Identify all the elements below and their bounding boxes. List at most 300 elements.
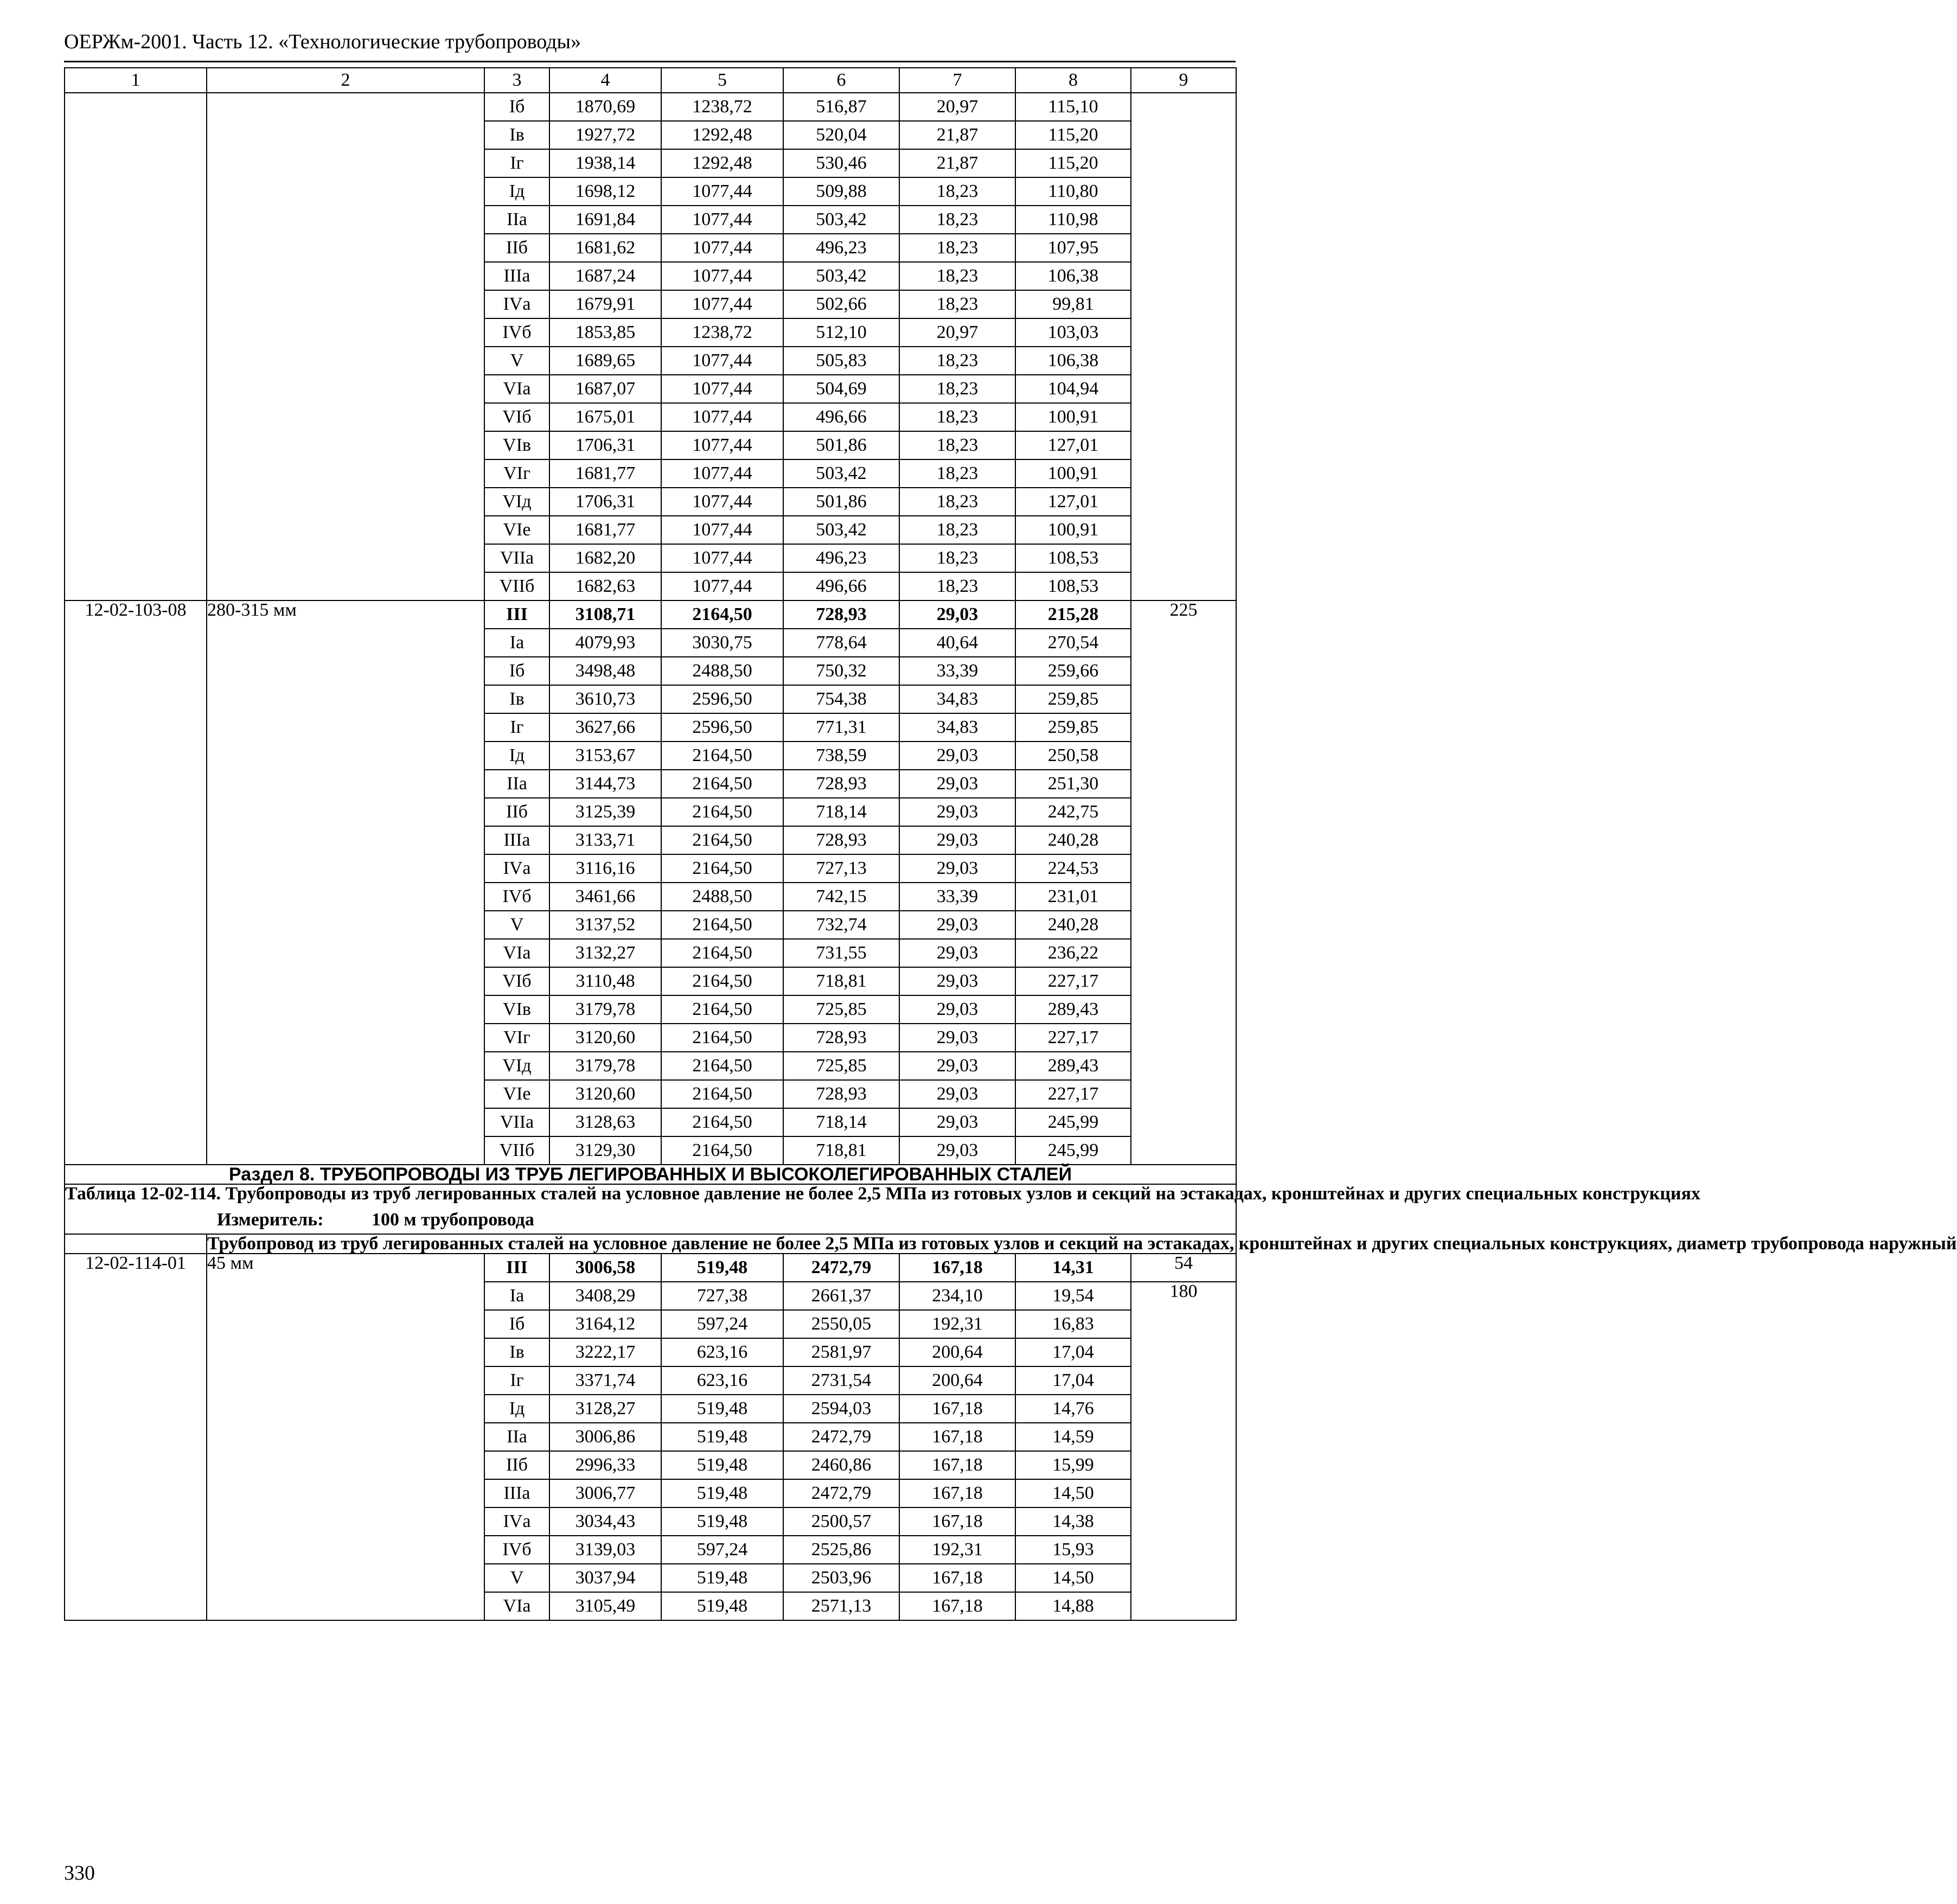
price-value: 29,03 xyxy=(899,967,1015,995)
price-value: 1077,44 xyxy=(661,544,783,572)
price-value: 192,31 xyxy=(899,1310,1015,1338)
section-title: Раздел 8. ТРУБОПРОВОДЫ ИЗ ТРУБ ЛЕГИРОВАННЫХ И ВЫСОКОЛЕГИРОВАННЫХ СТАЛЕЙ xyxy=(65,1165,1236,1184)
price-value: 14,50 xyxy=(1015,1479,1131,1507)
price-value: 1077,44 xyxy=(661,488,783,516)
price-value: 1077,44 xyxy=(661,206,783,234)
measure-line xyxy=(65,1203,1236,1234)
price-value: 17,04 xyxy=(1015,1338,1131,1366)
zone-code: IIа xyxy=(484,206,549,234)
price-value: 115,20 xyxy=(1015,121,1131,149)
price-value: 29,03 xyxy=(899,770,1015,798)
price-value: 29,03 xyxy=(899,939,1015,967)
price-value: 29,03 xyxy=(899,1136,1015,1165)
price-table xyxy=(64,67,1957,1621)
price-value: 1687,07 xyxy=(549,375,661,403)
price-value: 18,23 xyxy=(899,177,1015,206)
price-value: 14,76 xyxy=(1015,1395,1131,1423)
price-value: 2164,50 xyxy=(661,1108,783,1136)
price-value: 1706,31 xyxy=(549,488,661,516)
price-value: 519,48 xyxy=(661,1592,783,1620)
price-value: 16,83 xyxy=(1015,1310,1131,1338)
price-value: 738,59 xyxy=(783,742,899,770)
price-value: 3030,75 xyxy=(661,629,783,657)
price-value: 1292,48 xyxy=(661,149,783,177)
price-value: 1238,72 xyxy=(661,93,783,121)
price-value: 718,14 xyxy=(783,798,899,826)
zone-code: IIа xyxy=(484,1423,549,1451)
price-value: 519,48 xyxy=(661,1423,783,1451)
zone-code: VIе xyxy=(484,1080,549,1108)
price-value: 2472,79 xyxy=(783,1479,899,1507)
zone-code: Iб xyxy=(484,1310,549,1338)
table-row xyxy=(65,1254,1236,1282)
price-value: 2488,50 xyxy=(661,657,783,685)
price-value: 3120,60 xyxy=(549,1080,661,1108)
price-value: 3006,86 xyxy=(549,1423,661,1451)
price-value: 597,24 xyxy=(661,1310,783,1338)
zone-code: IVб xyxy=(484,318,549,347)
price-value: 2164,50 xyxy=(661,742,783,770)
price-value: 18,23 xyxy=(899,290,1015,318)
price-value: 1938,14 xyxy=(549,149,661,177)
price-value: 750,32 xyxy=(783,657,899,685)
price-value: 18,23 xyxy=(899,488,1015,516)
price-value: 14,88 xyxy=(1015,1592,1131,1620)
price-value: 1077,44 xyxy=(661,262,783,290)
price-value: 242,75 xyxy=(1015,798,1131,826)
zone-code: IVа xyxy=(484,854,549,883)
price-value: 167,18 xyxy=(899,1564,1015,1592)
zone-code: III xyxy=(484,600,549,629)
price-value: 18,23 xyxy=(899,375,1015,403)
table-title-cell xyxy=(65,1184,1700,1234)
price-value: 3164,12 xyxy=(549,1310,661,1338)
zone-code: IIб xyxy=(484,1451,549,1479)
zone-code: IVб xyxy=(484,883,549,911)
zone-code: Iв xyxy=(484,1338,549,1366)
price-value: 2164,50 xyxy=(661,995,783,1024)
price-value: 200,64 xyxy=(899,1366,1015,1395)
price-value: 1682,20 xyxy=(549,544,661,572)
price-value: 2571,13 xyxy=(783,1592,899,1620)
price-value: 1853,85 xyxy=(549,318,661,347)
price-value: 1077,44 xyxy=(661,431,783,459)
price-value: 289,43 xyxy=(1015,995,1131,1024)
price-value: 727,38 xyxy=(661,1282,783,1310)
price-value: 2164,50 xyxy=(661,798,783,826)
price-value: 2460,86 xyxy=(783,1451,899,1479)
zone-code: Iб xyxy=(484,657,549,685)
price-value: 503,42 xyxy=(783,262,899,290)
price-value: 18,23 xyxy=(899,544,1015,572)
price-value: 18,23 xyxy=(899,403,1015,431)
price-value: 1679,91 xyxy=(549,290,661,318)
zone-code: VIа xyxy=(484,1592,549,1620)
price-value: 107,95 xyxy=(1015,234,1131,262)
price-value: 516,87 xyxy=(783,93,899,121)
price-value: 3222,17 xyxy=(549,1338,661,1366)
price-value: 1681,77 xyxy=(549,516,661,544)
price-value: 167,18 xyxy=(899,1479,1015,1507)
price-value: 110,98 xyxy=(1015,206,1131,234)
price-value: 2164,50 xyxy=(661,967,783,995)
price-value: 2164,50 xyxy=(661,1080,783,1108)
zone-code: Iа xyxy=(484,629,549,657)
price-value: 3137,52 xyxy=(549,911,661,939)
zone-code: IIIа xyxy=(484,262,549,290)
price-value: 519,48 xyxy=(661,1254,783,1282)
price-value: 20,97 xyxy=(899,93,1015,121)
price-value: 29,03 xyxy=(899,854,1015,883)
zone-code: Iд xyxy=(484,1395,549,1423)
price-value: 1077,44 xyxy=(661,234,783,262)
price-value: 106,38 xyxy=(1015,262,1131,290)
price-value: 3108,71 xyxy=(549,600,661,629)
price-value: 727,13 xyxy=(783,854,899,883)
price-value: 100,91 xyxy=(1015,516,1131,544)
zone-code: V xyxy=(484,347,549,375)
group-description-row xyxy=(65,1234,1236,1254)
price-value: 29,03 xyxy=(899,742,1015,770)
price-value: 519,48 xyxy=(661,1507,783,1536)
price-value: 530,46 xyxy=(783,149,899,177)
price-value: 19,54 xyxy=(1015,1282,1131,1310)
price-value: 3408,29 xyxy=(549,1282,661,1310)
price-value: 167,18 xyxy=(899,1507,1015,1536)
price-value: 496,66 xyxy=(783,572,899,600)
zone-code: VIIб xyxy=(484,1136,549,1165)
price-value: 192,31 xyxy=(899,1536,1015,1564)
price-value: 270,54 xyxy=(1015,629,1131,657)
price-value: 519,48 xyxy=(661,1451,783,1479)
price-value: 236,22 xyxy=(1015,939,1131,967)
price-value: 29,03 xyxy=(899,826,1015,854)
measure-label: Измеритель: xyxy=(217,1210,324,1230)
column-9-value: 54 xyxy=(1131,1254,1236,1282)
price-value: 33,39 xyxy=(899,657,1015,685)
price-value: 2731,54 xyxy=(783,1366,899,1395)
price-value: 34,83 xyxy=(899,713,1015,742)
item-code: 12-02-103-08 xyxy=(65,600,207,1165)
price-value: 3179,78 xyxy=(549,1052,661,1080)
price-value: 778,64 xyxy=(783,629,899,657)
item-name: 280-315 мм xyxy=(207,600,484,1165)
price-value: 3116,16 xyxy=(549,854,661,883)
price-value: 502,66 xyxy=(783,290,899,318)
price-value: 231,01 xyxy=(1015,883,1131,911)
price-value: 1077,44 xyxy=(661,516,783,544)
price-value: 3128,27 xyxy=(549,1395,661,1423)
price-value: 2164,50 xyxy=(661,854,783,883)
price-value: 2164,50 xyxy=(661,1136,783,1165)
price-value: 240,28 xyxy=(1015,826,1131,854)
price-value: 259,85 xyxy=(1015,685,1131,713)
price-value: 519,48 xyxy=(661,1395,783,1423)
group-description: Трубопровод из труб легированных сталей на условное давление не более 2,5 МПа из готовых узлов и секций на эстакадах, кронштейнах и других специальных конструкциях, диаметр трубопровода наружный xyxy=(207,1234,1957,1254)
price-value: 3132,27 xyxy=(549,939,661,967)
zone-code: VIд xyxy=(484,488,549,516)
zone-code: V xyxy=(484,911,549,939)
price-value: 2661,37 xyxy=(783,1282,899,1310)
item-code: 12-02-114-01 xyxy=(65,1254,207,1620)
price-value: 3153,67 xyxy=(549,742,661,770)
table-body xyxy=(65,68,1957,1620)
price-value: 21,87 xyxy=(899,121,1015,149)
price-value: 29,03 xyxy=(899,798,1015,826)
price-value: 100,91 xyxy=(1015,459,1131,488)
price-value: 245,99 xyxy=(1015,1136,1131,1165)
zone-code: VIв xyxy=(484,431,549,459)
header-rule xyxy=(64,61,1236,62)
price-value: 3105,49 xyxy=(549,1592,661,1620)
column-number: 2 xyxy=(207,68,484,93)
price-value: 29,03 xyxy=(899,1052,1015,1080)
running-head: ОЕРЖм-2001. Часть 12. «Технологические трубопроводы» xyxy=(64,30,581,53)
price-value: 2472,79 xyxy=(783,1423,899,1451)
price-value: 1077,44 xyxy=(661,177,783,206)
price-value: 3627,66 xyxy=(549,713,661,742)
price-value: 2164,50 xyxy=(661,1052,783,1080)
price-value: 2488,50 xyxy=(661,883,783,911)
price-value: 14,50 xyxy=(1015,1564,1131,1592)
price-value: 3129,30 xyxy=(549,1136,661,1165)
price-value: 127,01 xyxy=(1015,488,1131,516)
price-value: 1706,31 xyxy=(549,431,661,459)
price-value: 520,04 xyxy=(783,121,899,149)
price-value: 623,16 xyxy=(661,1338,783,1366)
measure-value: 100 м трубопровода xyxy=(372,1210,534,1230)
price-value: 108,53 xyxy=(1015,544,1131,572)
price-value: 1681,77 xyxy=(549,459,661,488)
zone-code: VIIб xyxy=(484,572,549,600)
column-number: 5 xyxy=(661,68,783,93)
price-value: 597,24 xyxy=(661,1536,783,1564)
price-value: 1681,62 xyxy=(549,234,661,262)
zone-code: Iб xyxy=(484,93,549,121)
price-value: 2525,86 xyxy=(783,1536,899,1564)
price-value: 503,42 xyxy=(783,459,899,488)
price-value: 227,17 xyxy=(1015,1080,1131,1108)
zone-code: VIа xyxy=(484,375,549,403)
zone-code: Iд xyxy=(484,177,549,206)
price-value: 728,93 xyxy=(783,770,899,798)
price-value: 728,93 xyxy=(783,1080,899,1108)
price-value: 2472,79 xyxy=(783,1254,899,1282)
price-value: 1077,44 xyxy=(661,572,783,600)
price-value: 127,01 xyxy=(1015,431,1131,459)
price-value: 2164,50 xyxy=(661,600,783,629)
zone-code: IVа xyxy=(484,290,549,318)
price-value: 18,23 xyxy=(899,347,1015,375)
price-value: 519,48 xyxy=(661,1479,783,1507)
price-value: 100,91 xyxy=(1015,403,1131,431)
price-value: 728,93 xyxy=(783,600,899,629)
price-value: 40,64 xyxy=(899,629,1015,657)
price-value: 3498,48 xyxy=(549,657,661,685)
zone-code: VIв xyxy=(484,995,549,1024)
price-value: 167,18 xyxy=(899,1423,1015,1451)
price-value: 1077,44 xyxy=(661,290,783,318)
price-value: 503,42 xyxy=(783,516,899,544)
price-value: 234,10 xyxy=(899,1282,1015,1310)
zone-code: Iг xyxy=(484,1366,549,1395)
price-value: 99,81 xyxy=(1015,290,1131,318)
zone-code: IIIа xyxy=(484,826,549,854)
price-value: 29,03 xyxy=(899,1080,1015,1108)
price-value: 754,38 xyxy=(783,685,899,713)
price-value: 240,28 xyxy=(1015,911,1131,939)
zone-code: VIIа xyxy=(484,544,549,572)
item-name xyxy=(207,93,484,600)
zone-code: IVа xyxy=(484,1507,549,1536)
price-value: 2164,50 xyxy=(661,770,783,798)
price-value: 115,20 xyxy=(1015,149,1131,177)
price-value: 34,83 xyxy=(899,685,1015,713)
zone-code: IIIа xyxy=(484,1479,549,1507)
table-row xyxy=(65,93,1236,121)
column-number: 6 xyxy=(783,68,899,93)
column-9-value: 225 xyxy=(1131,600,1236,1165)
price-value: 718,14 xyxy=(783,1108,899,1136)
price-value: 167,18 xyxy=(899,1254,1015,1282)
price-value: 17,04 xyxy=(1015,1366,1131,1395)
price-value: 725,85 xyxy=(783,1052,899,1080)
column-9-value xyxy=(1131,93,1236,600)
price-value: 18,23 xyxy=(899,572,1015,600)
price-value: 29,03 xyxy=(899,600,1015,629)
price-value: 289,43 xyxy=(1015,1052,1131,1080)
price-value: 1077,44 xyxy=(661,403,783,431)
price-value: 200,64 xyxy=(899,1338,1015,1366)
price-value: 167,18 xyxy=(899,1395,1015,1423)
zone-code: IVб xyxy=(484,1536,549,1564)
column-number-row xyxy=(65,68,1236,93)
zone-code: III xyxy=(484,1254,549,1282)
price-value: 106,38 xyxy=(1015,347,1131,375)
price-value: 728,93 xyxy=(783,826,899,854)
price-value: 259,66 xyxy=(1015,657,1131,685)
price-value: 623,16 xyxy=(661,1366,783,1395)
column-9-value: 180 xyxy=(1131,1282,1236,1620)
price-value: 2581,97 xyxy=(783,1338,899,1366)
zone-code: IIб xyxy=(484,798,549,826)
price-value: 4079,93 xyxy=(549,629,661,657)
price-value: 20,97 xyxy=(899,318,1015,347)
price-value: 250,58 xyxy=(1015,742,1131,770)
price-value: 2164,50 xyxy=(661,939,783,967)
price-value: 731,55 xyxy=(783,939,899,967)
price-value: 3120,60 xyxy=(549,1024,661,1052)
price-value: 725,85 xyxy=(783,995,899,1024)
item-code xyxy=(65,93,207,600)
price-value: 718,81 xyxy=(783,967,899,995)
price-value: 2164,50 xyxy=(661,911,783,939)
zone-code: IIа xyxy=(484,770,549,798)
price-value: 3125,39 xyxy=(549,798,661,826)
price-value: 728,93 xyxy=(783,1024,899,1052)
item-name: 45 мм xyxy=(207,1254,484,1620)
zone-code: Iа xyxy=(484,1282,549,1310)
price-value: 2164,50 xyxy=(661,1024,783,1052)
price-value: 3371,74 xyxy=(549,1366,661,1395)
price-value: 18,23 xyxy=(899,431,1015,459)
price-value: 29,03 xyxy=(899,1024,1015,1052)
price-value: 1077,44 xyxy=(661,375,783,403)
price-value: 259,85 xyxy=(1015,713,1131,742)
zone-code: V xyxy=(484,1564,549,1592)
price-value: 771,31 xyxy=(783,713,899,742)
table-title-row xyxy=(65,1184,1236,1234)
price-value: 1077,44 xyxy=(661,347,783,375)
price-value: 2594,03 xyxy=(783,1395,899,1423)
column-number: 7 xyxy=(899,68,1015,93)
zone-code: VIIа xyxy=(484,1108,549,1136)
price-value: 519,48 xyxy=(661,1564,783,1592)
price-value: 1077,44 xyxy=(661,459,783,488)
price-value: 501,86 xyxy=(783,431,899,459)
price-value: 3128,63 xyxy=(549,1108,661,1136)
column-number: 3 xyxy=(484,68,549,93)
price-value: 3179,78 xyxy=(549,995,661,1024)
price-value: 1675,01 xyxy=(549,403,661,431)
price-value: 496,23 xyxy=(783,544,899,572)
price-value: 14,38 xyxy=(1015,1507,1131,1536)
page-number: 330 xyxy=(64,1862,95,1884)
price-value: 21,87 xyxy=(899,149,1015,177)
zone-code: Iв xyxy=(484,121,549,149)
price-value: 3461,66 xyxy=(549,883,661,911)
price-value: 167,18 xyxy=(899,1592,1015,1620)
price-value: 501,86 xyxy=(783,488,899,516)
price-value: 3006,58 xyxy=(549,1254,661,1282)
price-value: 3006,77 xyxy=(549,1479,661,1507)
price-value: 2596,50 xyxy=(661,713,783,742)
zone-code: VIг xyxy=(484,1024,549,1052)
section-title-row xyxy=(65,1165,1236,1184)
column-number: 4 xyxy=(549,68,661,93)
zone-code: VIд xyxy=(484,1052,549,1080)
price-value: 3110,48 xyxy=(549,967,661,995)
price-value: 2996,33 xyxy=(549,1451,661,1479)
table-row xyxy=(65,600,1236,629)
price-value: 1689,65 xyxy=(549,347,661,375)
price-value: 1292,48 xyxy=(661,121,783,149)
price-value: 3034,43 xyxy=(549,1507,661,1536)
zone-code: VIг xyxy=(484,459,549,488)
price-value: 3037,94 xyxy=(549,1564,661,1592)
column-number: 9 xyxy=(1131,68,1236,93)
price-value: 503,42 xyxy=(783,206,899,234)
price-value: 104,94 xyxy=(1015,375,1131,403)
price-value: 115,10 xyxy=(1015,93,1131,121)
price-value: 1687,24 xyxy=(549,262,661,290)
price-value: 227,17 xyxy=(1015,1024,1131,1052)
price-value: 2503,96 xyxy=(783,1564,899,1592)
zone-code: VIб xyxy=(484,403,549,431)
price-value: 224,53 xyxy=(1015,854,1131,883)
price-value: 215,28 xyxy=(1015,600,1131,629)
price-value: 108,53 xyxy=(1015,572,1131,600)
price-value: 505,83 xyxy=(783,347,899,375)
price-value: 3144,73 xyxy=(549,770,661,798)
price-value: 1238,72 xyxy=(661,318,783,347)
price-value: 15,99 xyxy=(1015,1451,1131,1479)
price-value: 18,23 xyxy=(899,206,1015,234)
price-value: 18,23 xyxy=(899,262,1015,290)
price-value: 2500,57 xyxy=(783,1507,899,1536)
price-value: 33,39 xyxy=(899,883,1015,911)
price-value: 2596,50 xyxy=(661,685,783,713)
